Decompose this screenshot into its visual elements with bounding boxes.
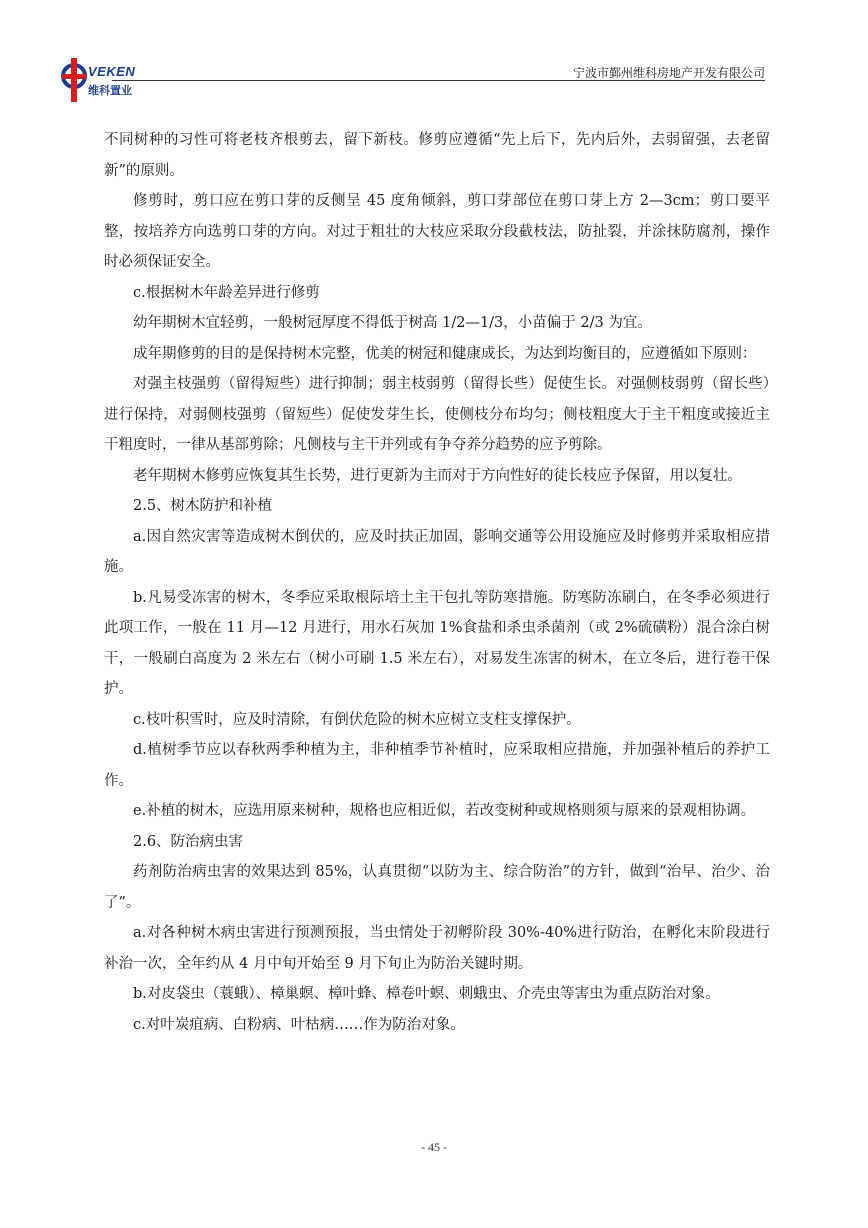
paragraph: 不同树种的习性可将老枝齐根剪去，留下新枝。修剪应遵循“先上后下，先内后外，去弱留强，去老留新”的原则。 [104, 132, 770, 179]
paragraph: c.根据树木年龄差异进行修剪 [133, 284, 320, 301]
paragraph: 成年期修剪的目的是保持树木完整，优美的树冠和健康成长，为达到均衡目的，应遵循如下原则： [133, 345, 757, 362]
logo-text-en: VEKEN [88, 64, 136, 79]
paragraph: b.凡易受冻害的树木，冬季应采取根际培土主干包扎等防寒措施。防寒防冻刷白，在冬季必须进行此项工作，一般在 11 月—12 月进行，用水石灰加 1%食盐和杀虫杀菌剂（或 2%硫磺粉）混合涂白树干，一般刷白高度为 2 米左右（树小可刷 1.5 米左右），对易发生冻害的树木，在立冬后，进行卷干保护。 [104, 589, 770, 697]
company-logo [60, 56, 150, 106]
paragraph: 药剂防治病虫害的效果达到 85%，认真贯彻“以防为主、综合防治”的方针，做到“治早、治少、治了”。 [104, 864, 770, 911]
logo-text-cn: 维科置业 [88, 84, 132, 97]
paragraph: 对强主枝强剪（留得短些）进行抑制；弱主枝弱剪（留得长些）促使生长。对强侧枝弱剪（留长些）进行保持，对弱侧枝强剪（留短些）促使发芽生长，使侧枝分布均匀；侧枝粗度大于主干粗度或接近主干粗度时，一律从基部剪除；凡侧枝与主干并列或有争夺养分趋势的应予剪除。 [104, 376, 770, 453]
paragraph: b.对皮袋虫（蓑蛾）、樟巢螟、樟叶蜂、樟卷叶螟、刺蛾虫、介壳虫等害虫为重点防治对象。 [133, 986, 720, 1002]
logo-mark-icon [60, 56, 90, 104]
document-body [104, 125, 770, 1040]
paragraph: e.补植的树木，应选用原来树种，规格也应相近似，若改变树种或规格则须与原来的景观相协调。 [133, 803, 756, 819]
paragraph: d.植树季节应以春秋两季种植为主，非种植季节补植时，应采取相应措施，并加强补植后的养护工作。 [104, 742, 770, 789]
paragraph: c.对叶炭疽病、白粉病、叶枯病……作为防治对象。 [133, 1016, 465, 1033]
company-name: 宁波市鄞州维科房地产开发有限公司 [572, 66, 765, 80]
paragraph: c.枝叶积雪时，应及时清除，有倒伏危险的树木应树立支柱支撑保护。 [133, 711, 581, 728]
header-divider [112, 80, 765, 81]
paragraph: 修剪时，剪口应在剪口芽的反侧呈 45 度角倾斜，剪口芽部位在剪口芽上方 2—3cm；剪口要平整，按培养方向选剪口芽的方向。对过于粗壮的大枝应采取分段截枝法，防扯裂，并涂抹防腐剂，操作时必须保证安全。 [104, 193, 770, 270]
paragraph: 老年期树木修剪应恢复其生长势，进行更新为主而对于方向性好的徒长枝应予保留，用以复壮。 [133, 467, 742, 484]
paragraph: a.对各种树木病虫害进行预测预报，当虫情处于初孵阶段 30%-40%进行防治，在孵化末阶段进行补治一次，全年约从 4 月中旬开始至 9 月下旬止为防治关键时期。 [104, 925, 770, 972]
paragraph: a.因自然灾害等造成树木倒伏的，应及时扶正加固，影响交通等公用设施应及时修剪并采取相应措施。 [104, 528, 770, 575]
paragraph: 2.6、防治病虫害 [133, 833, 244, 850]
paragraph: 幼年期树木宜轻剪，一般树冠厚度不得低于树高 1/2—1/3，小苗偏于 2/3 为宜。 [133, 315, 652, 331]
paragraph: 2.5、树木防护和补植 [133, 498, 273, 514]
page-number: - 45 - [421, 1140, 447, 1154]
